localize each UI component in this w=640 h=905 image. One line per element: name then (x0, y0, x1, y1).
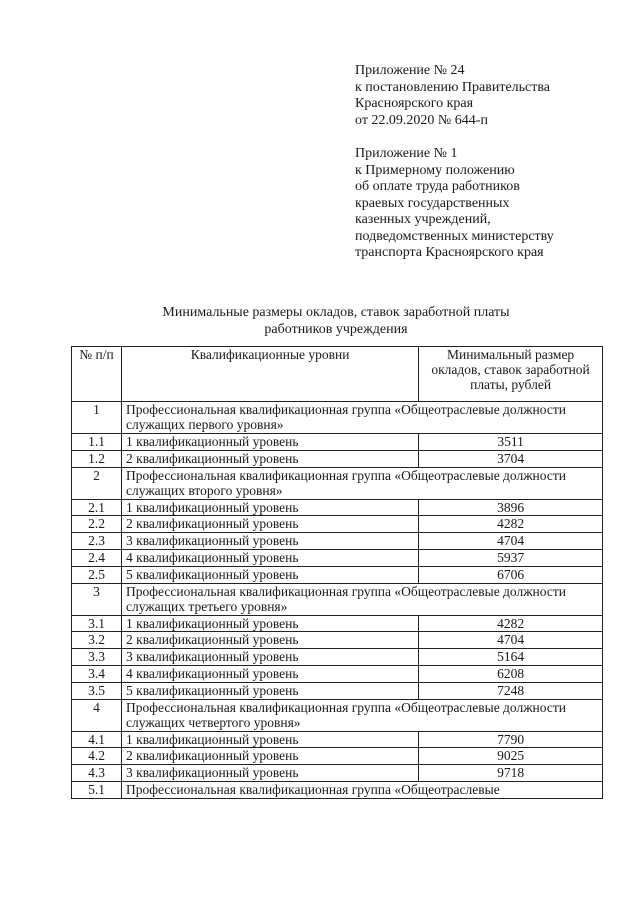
row-number: 3.1 (72, 615, 122, 632)
table-row (72, 615, 603, 632)
title-line: Минимальные размеры окладов, ставок заработной платы (162, 305, 510, 320)
table-row (72, 533, 603, 550)
level-label: 4 квалификационный уровень (122, 549, 419, 566)
row-number: 3 (72, 583, 122, 615)
group-label: Профессиональная квалификационная группа «Общеотраслевые должности служащих четвертого уровня» (122, 699, 603, 731)
salary-table (71, 346, 603, 799)
level-label: 1 квалификационный уровень (122, 731, 419, 748)
header-number: № п/п (72, 347, 122, 402)
appendix-sub-line: казенных учреждений, (355, 212, 491, 227)
appendix-sub-line: об оплате труда работников (355, 179, 520, 194)
table-body (72, 402, 603, 799)
row-number: 2.1 (72, 499, 122, 516)
row-number: 1.1 (72, 434, 122, 451)
table-row (72, 665, 603, 682)
table-row (72, 765, 603, 782)
level-label: 3 квалификационный уровень (122, 765, 419, 782)
table-row (72, 748, 603, 765)
table-header-row (72, 347, 603, 402)
appendix-sub-line: краевых государственных (355, 195, 510, 211)
document-title (95, 305, 577, 338)
table-row (72, 499, 603, 516)
group-label: Профессиональная квалификационная группа «Общеотраслевые должности служащих первого уровня» (122, 402, 603, 434)
row-number: 3.2 (72, 632, 122, 649)
salary-value: 7248 (419, 682, 603, 699)
group-row (72, 402, 603, 434)
row-number: 2.5 (72, 566, 122, 583)
row-number: 3.4 (72, 665, 122, 682)
level-label: 3 квалификационный уровень (122, 649, 419, 666)
level-label: 5 квалификационный уровень (122, 682, 419, 699)
salary-value: 6706 (419, 566, 603, 583)
row-number: 4.3 (72, 765, 122, 782)
level-label: 1 квалификационный уровень (122, 434, 419, 451)
salary-value: 5937 (419, 549, 603, 566)
row-number: 1.2 (72, 450, 122, 467)
appendix-main-line: к постановлению Правительства (355, 79, 551, 95)
group-row (72, 583, 603, 615)
row-number: 2.4 (72, 549, 122, 566)
salary-value: 4282 (419, 615, 603, 632)
salary-value: 4704 (419, 632, 603, 649)
group-label: Профессиональная квалификационная группа «Общеотраслевые должности служащих второго уровня» (122, 467, 603, 499)
row-number: 3.5 (72, 682, 122, 699)
level-label: 2 квалификационный уровень (122, 632, 419, 649)
table-row (72, 549, 603, 566)
level-label: 4 квалификационный уровень (122, 665, 419, 682)
appendix-sub-line: Приложение № 1 (355, 146, 458, 161)
appendix-main-line: Красноярского края (355, 96, 474, 111)
header-salary: Минимальный размер окладов, ставок заработной платы, рублей (419, 347, 603, 402)
salary-value: 4282 (419, 516, 603, 533)
row-number: 2 (72, 467, 122, 499)
level-label: 1 квалификационный уровень (122, 615, 419, 632)
salary-value: 9718 (419, 765, 603, 782)
salary-value: 9025 (419, 748, 603, 765)
table-row (72, 450, 603, 467)
row-number: 2.2 (72, 516, 122, 533)
salary-value: 4704 (419, 533, 603, 550)
table-row (72, 731, 603, 748)
row-number: 1 (72, 402, 122, 434)
salary-value: 5164 (419, 649, 603, 666)
appendix-main-line: Приложение № 24 (355, 63, 465, 78)
appendix-sub-line: к Примерному положению (355, 162, 515, 178)
level-label: 2 квалификационный уровень (122, 748, 419, 765)
table-row (72, 434, 603, 451)
level-label: 5 квалификационный уровень (122, 566, 419, 583)
level-label: 2 квалификационный уровень (122, 516, 419, 533)
group-row (72, 467, 603, 499)
title-line: работников учреждения (264, 321, 408, 337)
group-label: Профессиональная квалификационная группа «Общеотраслевые (122, 781, 603, 798)
row-number: 3.3 (72, 649, 122, 666)
table-row (72, 516, 603, 533)
group-row (72, 699, 603, 731)
level-label: 3 квалификационный уровень (122, 533, 419, 550)
table-row (72, 649, 603, 666)
appendix-sub (355, 146, 554, 262)
salary-value: 7790 (419, 731, 603, 748)
header-level: Квалификационные уровни (122, 347, 419, 402)
appendix-main (355, 63, 550, 129)
row-number: 4.1 (72, 731, 122, 748)
salary-value: 3896 (419, 499, 603, 516)
group-row (72, 781, 603, 798)
appendix-main-line: от 22.09.2020 № 644-п (355, 112, 488, 128)
appendix-sub-line: подведомственных министерству (355, 228, 554, 244)
level-label: 1 квалификационный уровень (122, 499, 419, 516)
salary-value: 6208 (419, 665, 603, 682)
table-row (72, 632, 603, 649)
row-number: 5.1 (72, 781, 122, 798)
row-number: 4 (72, 699, 122, 731)
salary-value: 3704 (419, 450, 603, 467)
table-row (72, 682, 603, 699)
level-label: 2 квалификационный уровень (122, 450, 419, 467)
row-number: 2.3 (72, 533, 122, 550)
salary-value: 3511 (419, 434, 603, 451)
appendix-sub-line: транспорта Красноярского края (355, 245, 544, 260)
row-number: 4.2 (72, 748, 122, 765)
table-row (72, 566, 603, 583)
group-label: Профессиональная квалификационная группа «Общеотраслевые должности служащих третьего уровня» (122, 583, 603, 615)
